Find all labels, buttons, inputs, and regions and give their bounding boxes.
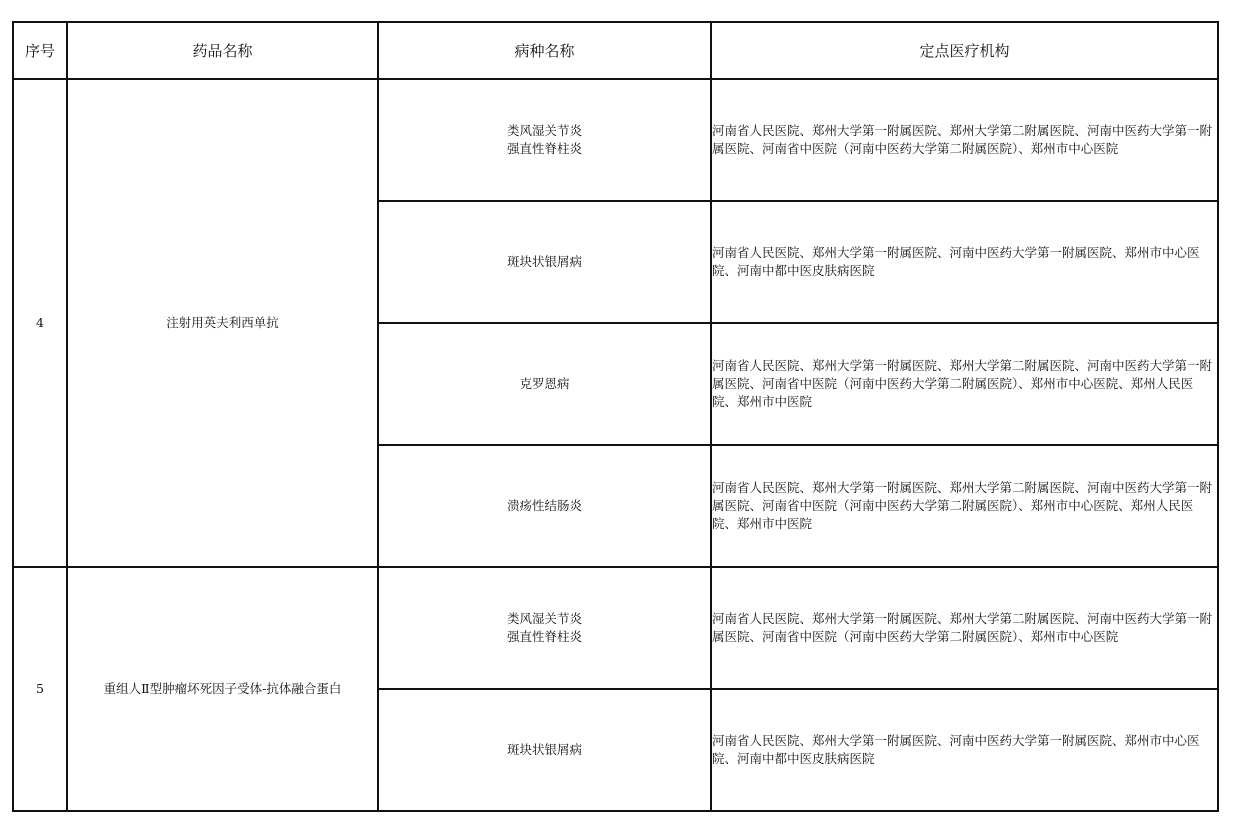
header-drug-name: 药品名称 (67, 22, 378, 79)
institution-list: 河南省人民医院、郑州大学第一附属医院、郑州大学第二附属医院、河南中医药大学第一附属医院、河南省中医院（河南中医药大学第二附属医院）、郑州市中心医院 (711, 79, 1218, 201)
table-header (13, 22, 1218, 79)
row-number: 5 (13, 567, 67, 811)
disease-line: 强直性脊柱炎 (506, 141, 582, 156)
disease-line: 类风湿关节炎 (506, 611, 582, 626)
table-row (13, 79, 1218, 201)
disease-line: 溃疡性结肠炎 (506, 498, 582, 513)
disease-line: 斑块状银屑病 (506, 254, 582, 269)
disease-name (378, 79, 711, 201)
drug-name: 重组人Ⅱ型肿瘤坏死因子受体-抗体融合蛋白 (67, 567, 378, 811)
disease-name (378, 567, 711, 689)
header-disease-name: 病种名称 (378, 22, 711, 79)
header-num: 序号 (13, 22, 67, 79)
institution-list: 河南省人民医院、郑州大学第一附属医院、郑州大学第二附属医院、河南中医药大学第一附属医院、河南省中医院（河南中医药大学第二附属医院）、郑州市中心医院、郑州人民医院、郑州市中医院 (711, 323, 1218, 445)
disease-name (378, 689, 711, 811)
institution-list: 河南省人民医院、郑州大学第一附属医院、郑州大学第二附属医院、河南中医药大学第一附属医院、河南省中医院（河南中医药大学第二附属医院）、郑州市中心医院 (711, 567, 1218, 689)
row-number: 4 (13, 79, 67, 567)
drug-institution-table (12, 21, 1219, 812)
disease-name (378, 201, 711, 323)
institution-list: 河南省人民医院、郑州大学第一附属医院、河南中医药大学第一附属医院、郑州市中心医院、河南中都中医皮肤病医院 (711, 201, 1218, 323)
drug-name: 注射用英夫利西单抗 (67, 79, 378, 567)
header-row (13, 22, 1218, 79)
table-row (13, 567, 1218, 689)
disease-name (378, 323, 711, 445)
header-designated-institution: 定点医疗机构 (711, 22, 1218, 79)
institution-list: 河南省人民医院、郑州大学第一附属医院、河南中医药大学第一附属医院、郑州市中心医院、河南中都中医皮肤病医院 (711, 689, 1218, 811)
disease-line: 类风湿关节炎 (506, 123, 582, 138)
disease-line: 强直性脊柱炎 (506, 629, 582, 644)
institution-list: 河南省人民医院、郑州大学第一附属医院、郑州大学第二附属医院、河南中医药大学第一附属医院、河南省中医院（河南中医药大学第二附属医院）、郑州市中心医院、郑州人民医院、郑州市中医院 (711, 445, 1218, 567)
table-body (13, 79, 1218, 811)
disease-name (378, 445, 711, 567)
disease-line: 斑块状银屑病 (506, 742, 582, 757)
disease-line: 克罗恩病 (519, 376, 570, 391)
